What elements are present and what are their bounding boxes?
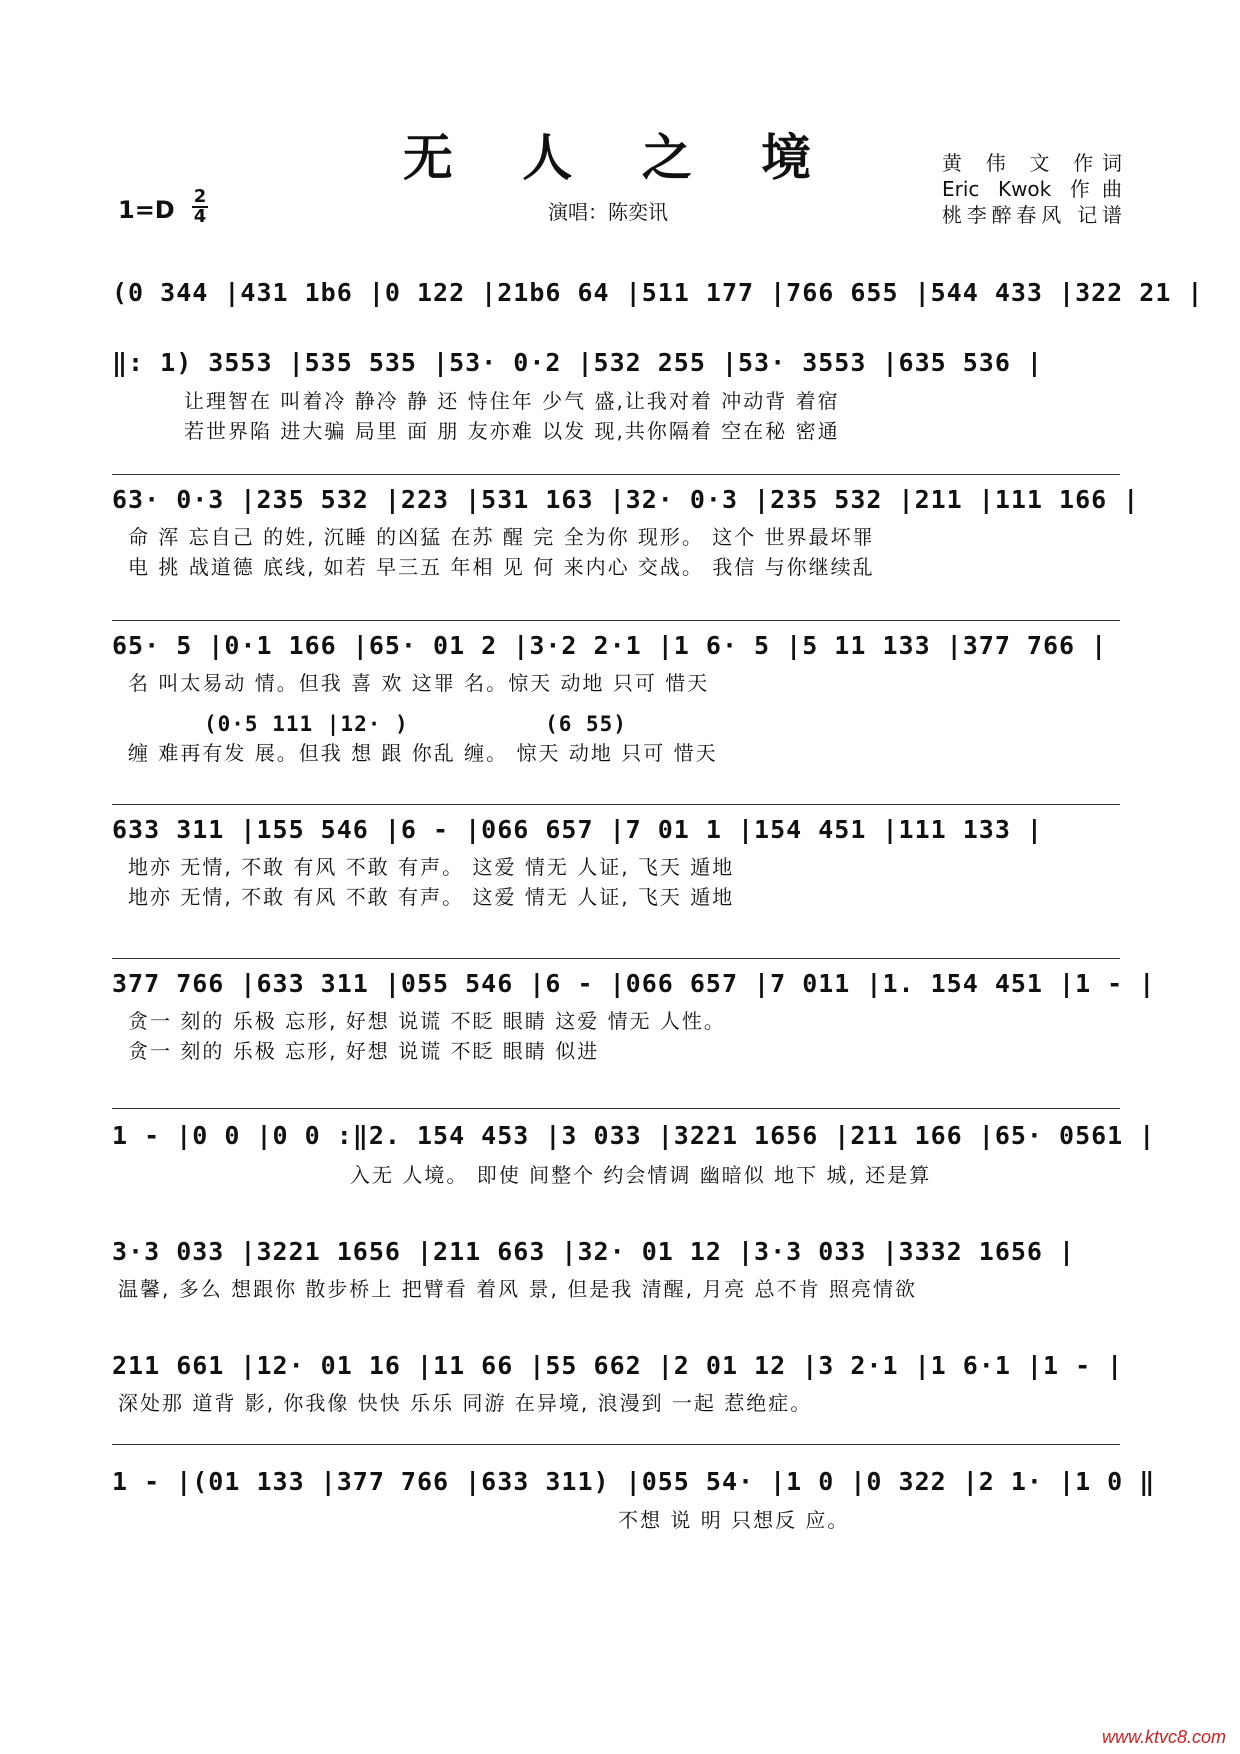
time-signature <box>192 188 208 226</box>
time-signature-top: 2 <box>193 186 207 207</box>
system-rule <box>112 1108 1120 1109</box>
watermark-logo: www.ktvc8.com <box>1101 1727 1226 1747</box>
lyric-row-1-verse-1: 让理智在 叫着冷 静冷 静 还 恃住年 少气 盛,让我对着 冲动背 着宿 <box>184 389 840 413</box>
lyric-row-6-verse-2: 贪一 刻的 乐极 忘形, 好想 说谎 不眨 眼睛 似进 <box>128 1039 600 1063</box>
lyric-row-5-verse-1: 地亦 无情, 不敢 有风 不敢 有声。 这爱 情无 人证, 飞天 遁地 <box>128 855 735 879</box>
singer-credit: 演唱：陈奕讯 <box>548 200 668 224</box>
notation-row-5: 633 311 |155 546 |6 - |066 657 |7 01 1 |154 451 |111 133 | <box>112 815 1043 844</box>
lyricist-credit: 黄 伟 文 作词 <box>942 151 1122 175</box>
notation-row-7: 1 - |0 0 |0 0 :‖2. 154 453 |3 033 |3221 1656 |211 166 |65· 0561 | <box>112 1121 1156 1150</box>
lyric-row-7: 入无 人境。 即使 间整个 约会情调 幽暗似 地下 城, 还是算 <box>350 1163 932 1187</box>
system-rule <box>112 804 1120 805</box>
lyric-row-6-verse-1: 贪一 刻的 乐极 忘形, 好想 说谎 不眨 眼睛 这爱 情无 人性。 <box>128 1009 726 1033</box>
song-title: 无 人 之 境 <box>402 128 838 187</box>
lyric-row-3-verse-1: 名 叫太易动 情。但我 喜 欢 这罪 名。惊天 动地 只可 惜天 <box>128 671 710 695</box>
notation-row-1: ‖: 1) 3553 |535 535 |53· 0·2 |532 255 |53· 3553 |635 536 | <box>112 348 1043 377</box>
transcriber-credit: 桃李醉春风 记谱 <box>942 203 1122 227</box>
system-rule <box>112 474 1120 475</box>
notation-row-0: (0 344 |431 1b6 |0 122 |21b6 64 |511 177 |766 655 |544 433 |322 21 | <box>112 278 1204 307</box>
notation-row-9: 211 661 |12· 01 16 |11 66 |55 662 |2 01 12 |3 2·1 |1 6·1 |1 - | <box>112 1351 1124 1380</box>
lyric-row-4-verse-2: 缠 难再有发 展。但我 想 跟 你乱 缠。 惊天 动地 只可 惜天 <box>128 741 718 765</box>
composer-credit: Eric Kwok 作曲 <box>942 177 1122 201</box>
time-signature-bottom: 4 <box>193 206 207 227</box>
lyric-row-9: 深处那 道背 影, 你我像 快快 乐乐 同游 在异境, 浪漫到 一起 惹绝症。 <box>118 1391 813 1415</box>
notation-row-10: 1 - |(01 133 |377 766 |633 311) |055 54· |1 0 |0 322 |2 1· |1 0 ‖ <box>112 1467 1156 1496</box>
system-rule <box>112 620 1120 621</box>
notation-row-4: (0·5 111 |12· ) (6 55) <box>204 712 627 736</box>
notation-row-8: 3·3 033 |3221 1656 |211 663 |32· 01 12 |3·3 033 |3332 1656 | <box>112 1237 1076 1266</box>
notation-row-2: 63· 0·3 |235 532 |223 |531 163 |32· 0·3 |235 532 |211 |111 166 | <box>112 485 1140 514</box>
system-rule <box>112 1444 1120 1445</box>
key-signature: 1=D <box>118 196 175 224</box>
system-rule <box>112 958 1120 959</box>
lyric-row-1-verse-2: 若世界陷 进大骗 局里 面 朋 友亦难 以发 现,共你隔着 空在秘 密通 <box>184 419 840 443</box>
lyric-row-2-verse-2: 电 挑 战道德 底线, 如若 早三五 年相 见 何 来内心 交战。 我信 与你继续乱 <box>128 555 875 579</box>
lyric-row-2-verse-1: 命 浑 忘自己 的姓, 沉睡 的凶猛 在苏 醒 完 全为你 现形。 这个 世界最坏罪 <box>128 525 875 549</box>
notation-row-6: 377 766 |633 311 |055 546 |6 - |066 657 |7 011 |1. 154 451 |1 - | <box>112 969 1156 998</box>
lyric-row-10: 不想 说 明 只想反 应。 <box>618 1508 850 1532</box>
notation-row-3: 65· 5 |0·1 166 |65· 01 2 |3·2 2·1 |1 6· 5 |5 11 133 |377 766 | <box>112 631 1108 660</box>
lyric-row-5-verse-2: 地亦 无情, 不敢 有风 不敢 有声。 这爱 情无 人证, 飞天 遁地 <box>128 885 735 909</box>
credits <box>942 150 1122 228</box>
lyric-row-8: 温馨, 多么 想跟你 散步桥上 把臂看 着风 景, 但是我 清醒, 月亮 总不肯 照亮情欲 <box>118 1277 918 1301</box>
